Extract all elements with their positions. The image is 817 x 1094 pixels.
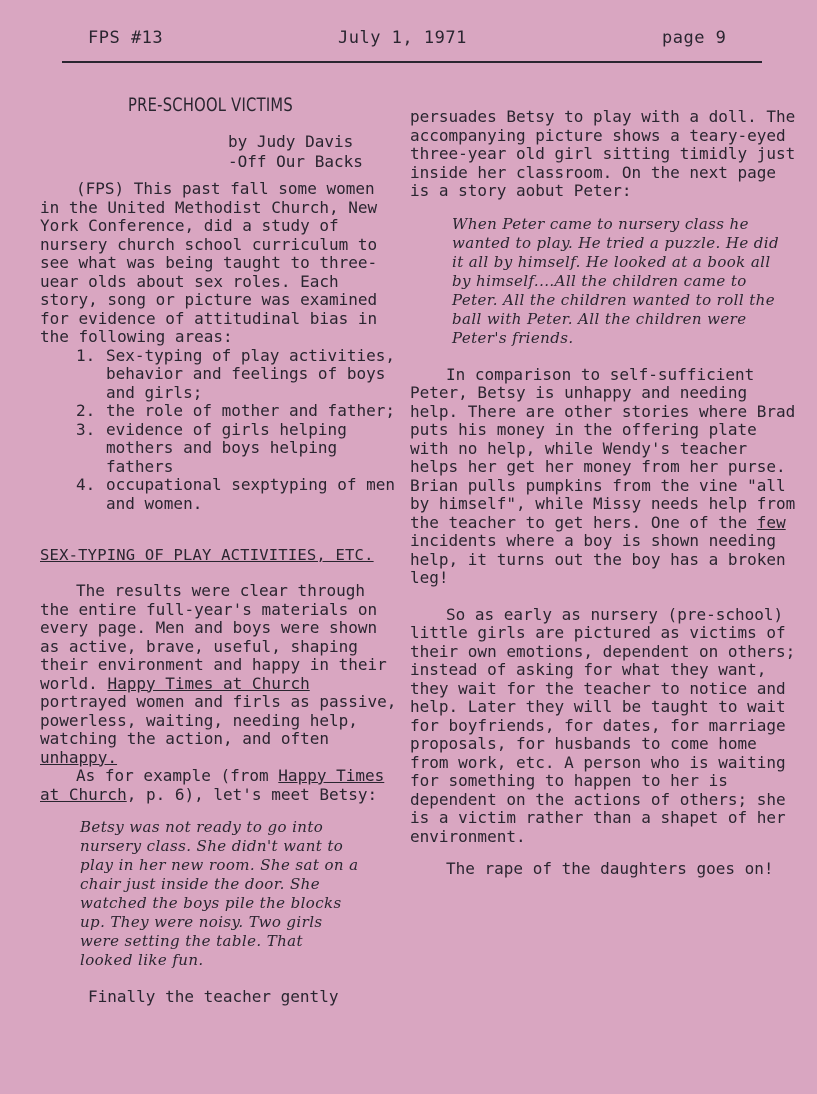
list-item: 4. occupational sexptyping of men and women.: [76, 475, 395, 513]
example-paragraph: As for example (from Happy Times at Church, p. 6), let's meet Betsy:: [40, 766, 385, 804]
list-item: 1. Sex-typing of play activities, behavior and feelings of boys and girls;: [76, 345, 395, 402]
issue-number: FPS #13: [88, 28, 164, 48]
list-item: 3. evidence of girls helping mothers and boys helping fathers: [76, 419, 347, 476]
intro-paragraph: (FPS) This past fall some women in the United Methodist Church, New York Conference, did a study of nursery church school curriculum to see what was being taught to three-uear olds about sex roles. Each story, song or picture was examined for evidence of attitudinal bias in the following areas:: [40, 179, 378, 346]
conclusion-paragraph: So as early as nursery (pre-school) little girls are pictured as victims of their own emotions, dependent on others; instead of asking for what they want, they wait for the teacher to notice and help. Later they will be taught to wait for boyfriends, for dates, for marriage proposals, for husbands to come home from work, etc. A person who is waiting for something to happen to her is dependent on the actions of others; she is a victim rather than a shapet of her environment.: [410, 604, 796, 846]
finally-line: Finally the teacher gently: [88, 987, 339, 1006]
byline-source: -Off Our Backs: [228, 152, 363, 171]
section-subhead: SEX-TYPING OF PLAY ACTIVITIES, ETC.: [40, 546, 374, 564]
closing-line: The rape of the daughters goes on!: [446, 859, 774, 878]
book-title: Happy Times at Church: [107, 673, 310, 693]
page-number: page 9: [662, 28, 727, 48]
persuades-paragraph: persuades Betsy to play with a doll. The accompanying picture shows a teary-eyed three-year old girl sitting timidly just inside her classroom. On the next page is a story aobut Peter:: [410, 107, 796, 200]
column-right: [410, 108, 800, 879]
betsy-quote: Betsy was not ready to go into nursery class. She didn't want to play in her new room. She sat on a chair just inside the door. She watched the boys pile the blocks up. They were noisy. Two girls were setting the table. That looked like fun.: [80, 818, 359, 969]
article-title: PRE-SCHOOL VICTIMS: [128, 94, 293, 116]
issue-date: July 1, 1971: [338, 28, 467, 48]
book-title: Happy Times at Church: [40, 766, 385, 804]
column-left-continued: [40, 582, 400, 1007]
peter-quote: When Peter came to nursery class he wanted to play. He tried a puzzle. He did it all by himself. He looked at a book all by himself....All the children came to Peter. All the children wanted to roll the ball with Peter. All the children were Peter's friends.: [452, 214, 779, 347]
byline-author: by Judy Davis: [228, 132, 354, 151]
column-left: [40, 180, 400, 513]
list-item: 2. the role of mother and father;: [76, 401, 395, 420]
byline: [228, 132, 363, 172]
results-paragraph: The results were clear through the entire full-year's materials on every page. Men and boys were shown as active, brave, useful, shaping their environment and happy in their world. Happy Times at Church portrayed women and firls as passive, powerless, waiting, needing help, watching the action, and often unhappy.: [40, 581, 397, 767]
study-areas-list: [40, 347, 400, 514]
header-rule: [62, 61, 762, 63]
comparison-paragraph: In comparison to self-sufficient Peter, Betsy is unhappy and needing help. There are other stories where Brad puts his money in the offering plate with no help, while Wendy's teacher helps her get her money from her purse. Brian pulls pumpkins from the vine "all by himself", while Missy needs help from the teacher to get hers. One of the few incidents where a boy is shown needing help, it turns out the boy has a broken leg!: [410, 364, 796, 587]
